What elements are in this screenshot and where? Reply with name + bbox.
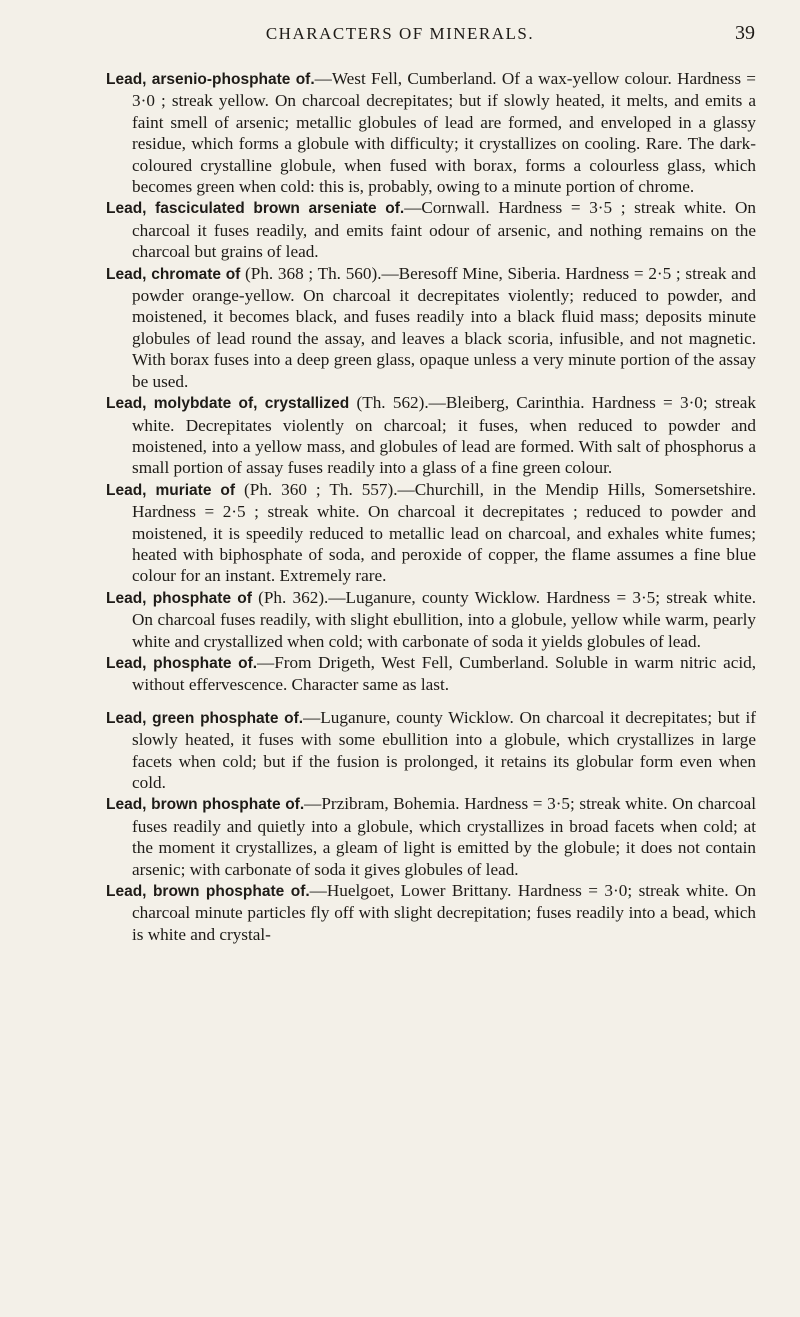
entry-lead-phosphate-drigeth [106, 652, 756, 696]
entry-lead-chromate [106, 263, 756, 392]
entry-term: Lead, brown phosphate of. [106, 883, 310, 901]
mineral-entries [106, 68, 756, 945]
entry-lead-brown-phosphate-huelgoet [106, 880, 757, 945]
entry-term: Lead, arsenio-phosphate of. [106, 71, 315, 88]
entry-term: Lead, phosphate of. [106, 654, 258, 672]
entry-text: (Ph. 360 ; Th. 557).—Churchill, in the Mendip Hills, Somersetshire. Hardness = 2·5 ; streak white. On charcoal it decrepitates ; reduced to powder and moistened, it is speedily reduced to metallic lead on charcoal, and exhales white fumes; heated with biphosphate of soda, and peroxide of copper, the flame assumes a fine blue colour for an instant. Extremely rare. [132, 479, 756, 586]
page-number: 39 [735, 22, 755, 44]
entry-term: Lead, green phosphate of. [106, 709, 304, 727]
entry-term: Lead, fasciculated brown arseniate of. [106, 200, 405, 218]
entry-lead-muriate [106, 479, 756, 587]
entry-term: Lead, phosphate of [106, 589, 252, 607]
entry-text: —Luganure, county Wicklow. On charcoal it decrepitates; but if slowly heated, it fuses with some ebullition into a globule, which crystallizes in large facets when cold; but if the fusion is prolonged, it retains its globular form even when cold. [132, 707, 756, 792]
entry-lead-fasciculated-brown-arseniate [106, 197, 756, 262]
entry-text: —West Fell, Cumberland. Of a wax-yellow colour. Hardness = 3·0 ; streak yellow. On charcoal decrepitates; but if slowly heated, it melts, and emits a faint smell of arsenic; metallic globules of lead are formed, and enveloped in a glassy residue, which forms a globule with difficulty; it crystallizes on cooling. Rare. The dark-coloured crystalline globule, when fused with borax, forms a colourless glass, which becomes green when cold: this is, probably, owing to a minute portion of chrome. [132, 69, 756, 197]
entry-text: (Ph. 368 ; Th. 560).—Beresoff Mine, Siberia. Hardness = 2·5 ; streak and powder orange-yellow. On charcoal it decrepitates violently; reduced to powder, and moistened, it becomes black, and fuses readily into a black fluid mass; deposits minute globules of lead round the assay, and leaves a black scoria, infusible, and not magnetic. With borax fuses into a deep green glass, opaque unless a very minute portion of the assay be used. [132, 263, 756, 391]
entry-lead-arsenio-phosphate [106, 68, 756, 197]
entry-text: —From Drigeth, West Fell, Cumberland. Soluble in warm nitric acid, without effervescence. Character same as last. [132, 652, 756, 695]
entry-lead-green-phosphate [106, 707, 756, 794]
entry-text: (Ph. 362).—Luganure, county Wicklow. Hardness = 3·5; streak white. On charcoal fuses readily, with slight ebullition, into a globule, yellow while warm, pearly white and crystallized when cold; with carbonate of soda it yields globules of lead. [132, 587, 757, 651]
entry-text: —Cornwall. Hardness = 3·5 ; streak white. On charcoal it fuses readily, and emits faint odour of arsenic, and nothing remains on the charcoal but grains of lead. [132, 198, 756, 262]
entry-text: —Przibram, Bohemia. Hardness = 3·5; streak white. On charcoal fuses readily and quietly into a globule, which crystallizes in broad facets when cold; at the moment it crystallizes, a gleam of light is emitted by the globule; it does not contain arsenic; with carbonate of soda it gives globules of lead. [132, 794, 756, 879]
entry-lead-phosphate-luganure [106, 587, 757, 652]
running-head-title: CHARACTERS OF MINERALS. [265, 24, 535, 43]
entry-lead-molybdate [106, 392, 756, 479]
entry-term: Lead, molybdate of, crystallized [106, 395, 350, 413]
running-head [0, 22, 800, 52]
entry-text: —Huelgoet, Lower Brittany. Hardness = 3·0; streak white. On charcoal minute particles fly off with slight decrepitation; fuses readily into a bead, which is white and crystal- [132, 881, 757, 944]
entry-text: (Th. 562).—Bleiberg, Carinthia. Hardness = 3·0; streak white. Decrepitates violently on charcoal; it fuses, when reduced to powder and moistened, into a yellow mass, and globules of lead are formed. With salt of phosphorus a small portion of assay fuses readily into a glass of a fine green colour. [132, 393, 756, 478]
entry-term: Lead, chromate of [106, 265, 241, 283]
entry-term: Lead, brown phosphate of. [106, 796, 305, 814]
entry-term: Lead, muriate of [106, 481, 236, 499]
entry-lead-brown-phosphate-przibram [106, 793, 756, 880]
